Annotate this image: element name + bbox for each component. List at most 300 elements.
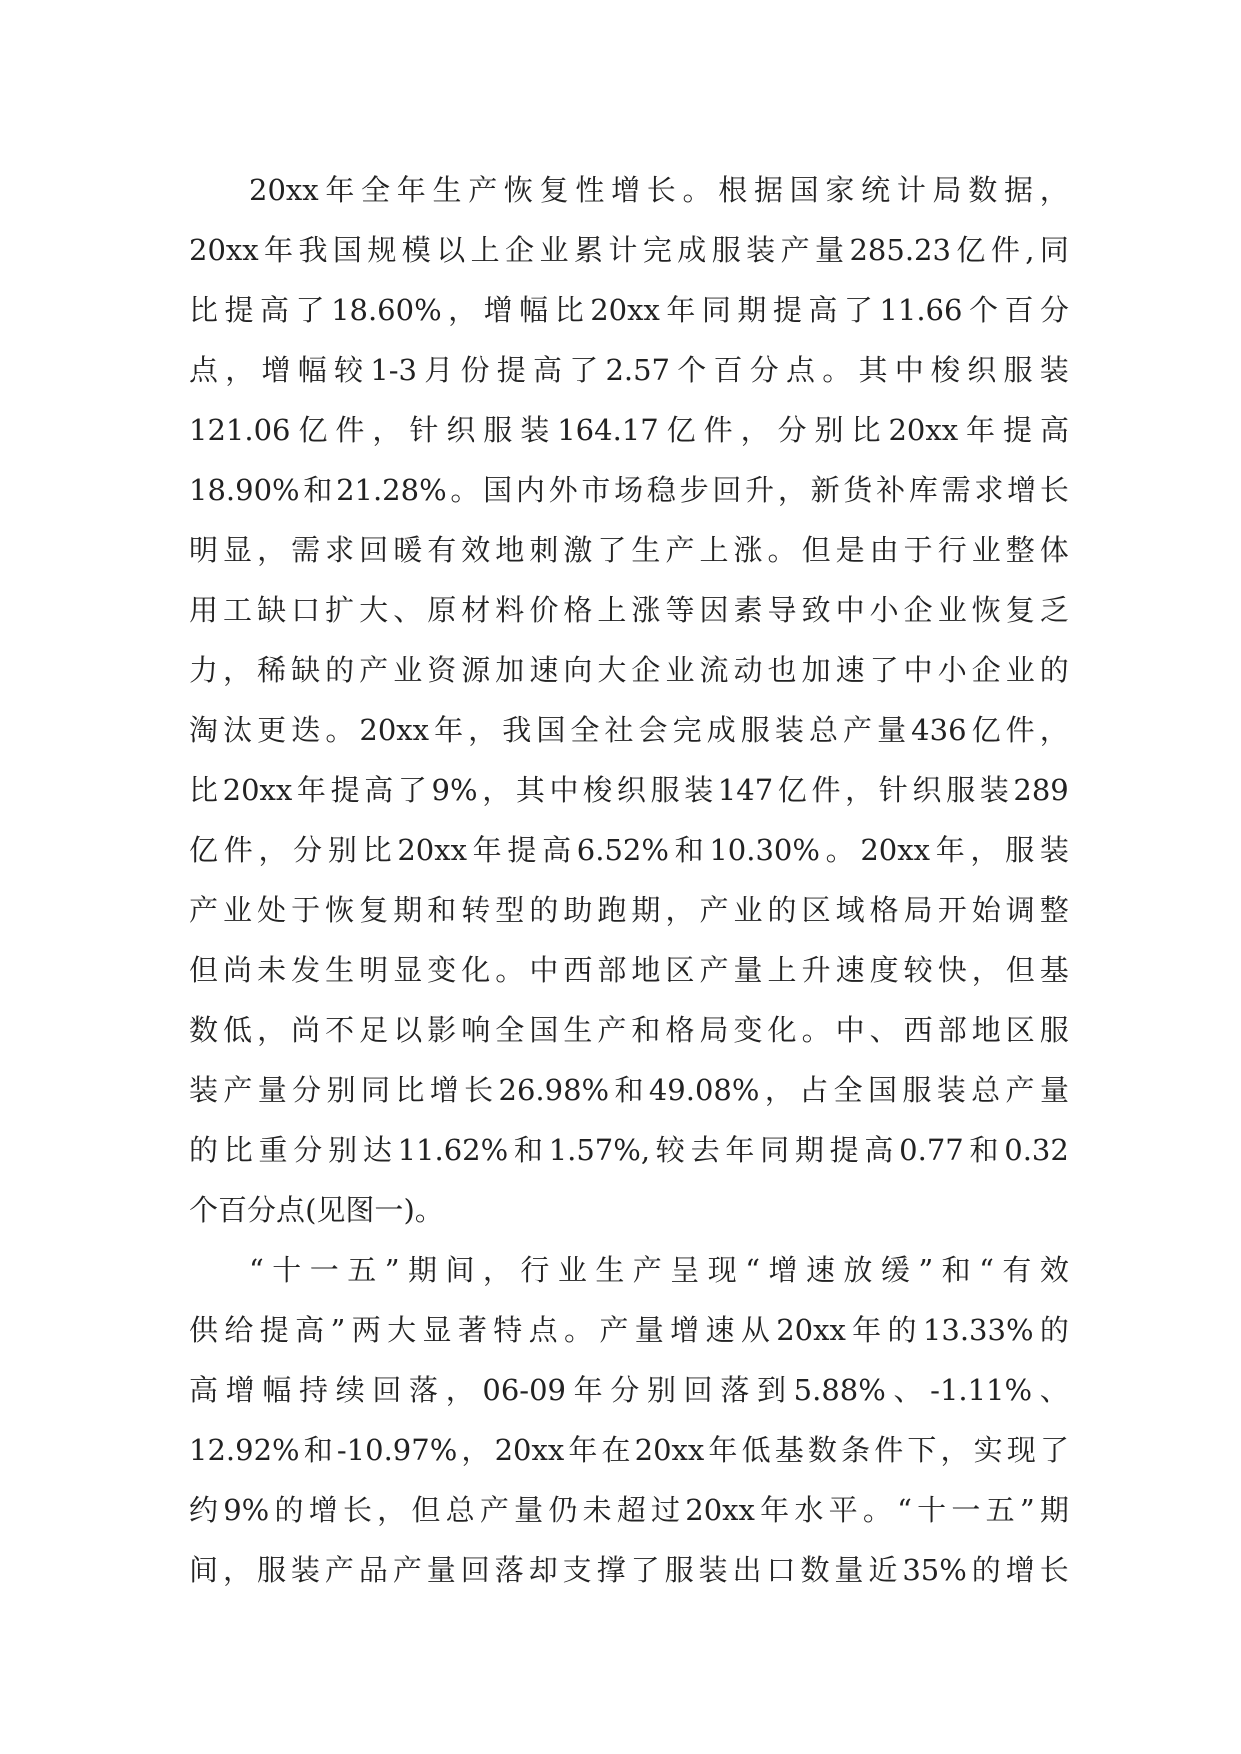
text-glyph: 显 (393, 953, 423, 987)
text-glyph: 中 (549, 773, 579, 807)
text-glyph: 一 (309, 1253, 339, 1287)
text-glyph: 增 (670, 1313, 700, 1347)
text-glyph: 较 (334, 353, 364, 387)
text-glyph: 的 (189, 1133, 219, 1167)
text-glyph: 稀 (257, 653, 287, 687)
text-glyph: 国 (536, 713, 566, 747)
text-glyph: 增 (1007, 473, 1037, 507)
text-glyph: 格 (665, 1013, 695, 1047)
text-glyph: 其 (858, 353, 888, 387)
text-glyph: 装 (979, 773, 1009, 807)
text-glyph: 求 (974, 473, 1004, 507)
text-glyph: 行 (520, 1253, 550, 1287)
text-glyph: 期 (407, 1253, 437, 1287)
text-glyph: ， (777, 473, 807, 507)
text-glyph: 开 (937, 893, 967, 927)
text-glyph: 处 (257, 893, 287, 927)
text-glyph: 回 (460, 1553, 490, 1587)
text-glyph: 增 (1005, 1553, 1035, 1587)
text-glyph: 高 (1039, 413, 1069, 447)
text-glyph: 增 (429, 1073, 459, 1107)
text-glyph: 别 (646, 1373, 676, 1407)
text-glyph: 现 (1006, 1433, 1036, 1467)
text-glyph: ， (258, 833, 288, 867)
text-glyph: 工 (223, 593, 253, 627)
text-glyph: 淘 (189, 713, 219, 747)
text-glyph: 梭 (931, 353, 961, 387)
text-glyph: 和 (427, 893, 457, 927)
text-glyph: ” (1019, 1493, 1035, 1527)
text-glyph: 、 (893, 1373, 923, 1407)
text-glyph: 落 (409, 1373, 439, 1407)
text-glyph: 速 (835, 653, 865, 687)
text-glyph: 5.88% (793, 1373, 886, 1407)
text-glyph: 落 (494, 1553, 524, 1587)
text-glyph: 需 (941, 473, 971, 507)
text-glyph: 效 (461, 533, 491, 567)
text-glyph: 企 (971, 653, 1001, 687)
text-glyph: 达 (362, 1133, 392, 1167)
text-glyph: 速 (529, 653, 559, 687)
text-glyph: 激 (563, 533, 593, 567)
body-text (189, 160, 1069, 1600)
text-glyph: 针 (878, 773, 908, 807)
text-glyph: 高 (189, 1373, 219, 1407)
text-glyph: 变 (733, 1013, 763, 1047)
text-glyph: 产 (597, 1013, 627, 1047)
text-glyph: 分 (247, 1193, 277, 1227)
text-glyph: 但 (1005, 953, 1035, 987)
text-glyph: 比 (362, 833, 392, 867)
text-line (189, 700, 1069, 760)
text-glyph: 长 (342, 1493, 372, 1527)
text-glyph: 服 (1005, 833, 1035, 867)
text-glyph: 20xx (634, 1433, 705, 1467)
text-glyph: 量 (877, 713, 907, 747)
text-glyph: 市 (581, 473, 611, 507)
text-glyph: 了 (569, 353, 599, 387)
text-glyph: ) (403, 1193, 415, 1227)
text-glyph: 始 (971, 893, 1001, 927)
text-glyph: 年 (472, 833, 502, 867)
text-glyph: 数 (968, 173, 998, 207)
text-glyph: 。 (495, 953, 525, 987)
text-glyph: 间 (445, 1253, 475, 1287)
text-glyph: 变 (427, 953, 457, 987)
text-glyph: 转 (461, 893, 491, 927)
text-glyph: 全 (361, 173, 391, 207)
text-glyph: 同 (760, 1133, 790, 1167)
text-glyph: 比 (554, 293, 584, 327)
text-glyph: 累 (573, 233, 603, 267)
text-glyph: ， (468, 713, 498, 747)
text-glyph: 不 (325, 1013, 355, 1047)
text-line (189, 1240, 1069, 1300)
text-glyph: 规 (367, 233, 397, 267)
text-glyph: 十 (917, 1493, 947, 1527)
text-glyph: 。 (862, 1493, 892, 1527)
text-line (189, 1300, 1069, 1360)
text-glyph: 体 (1039, 533, 1069, 567)
text-glyph: 了 (1039, 1433, 1069, 1467)
text-glyph: 五 (985, 1493, 1015, 1527)
text-glyph: 度 (869, 953, 899, 987)
text-glyph: 国 (789, 173, 819, 207)
text-glyph: 提 (829, 1133, 859, 1167)
text-glyph: 、 (869, 1013, 899, 1047)
text-glyph: 影 (427, 1013, 457, 1047)
text-glyph: 发 (291, 953, 321, 987)
text-glyph: ， (372, 413, 402, 447)
text-glyph: 大 (359, 593, 389, 627)
text-glyph: 中 (835, 1013, 865, 1047)
text-glyph: 价 (529, 593, 559, 627)
text-glyph: 落 (720, 1373, 750, 1407)
text-glyph: 20xx (860, 833, 930, 867)
text-glyph: 产 (780, 233, 810, 267)
text-glyph: 长 (464, 1073, 494, 1107)
text-glyph: 服 (1039, 1013, 1069, 1047)
text-glyph: 别 (814, 413, 844, 447)
text-line (189, 880, 1069, 940)
text-glyph: ( (305, 1193, 317, 1227)
text-glyph: 迭 (291, 713, 321, 747)
text-glyph: 年 (708, 1433, 738, 1467)
text-glyph: 数 (800, 1553, 830, 1587)
text-line (189, 760, 1069, 820)
text-glyph: 缓 (880, 1253, 910, 1287)
text-glyph: 图 (345, 1193, 375, 1227)
text-glyph: 上 (767, 953, 797, 987)
text-glyph: 两 (351, 1313, 381, 1347)
text-glyph: 了 (597, 533, 627, 567)
text-line (189, 340, 1069, 400)
text-glyph: 模 (401, 233, 431, 267)
text-glyph: 扩 (325, 593, 355, 627)
text-glyph: 五 (347, 1253, 377, 1287)
text-glyph: 别 (328, 1133, 358, 1167)
text-glyph: 给 (224, 1313, 254, 1347)
text-glyph: 服 (650, 773, 680, 807)
text-glyph: 但 (189, 953, 219, 987)
text-glyph: 比 (189, 293, 219, 327)
text-glyph: 20xx (222, 773, 293, 807)
text-glyph: 产 (665, 533, 695, 567)
text-glyph: 亿 (298, 413, 328, 447)
text-glyph: 。 (682, 173, 712, 207)
text-glyph: 增 (225, 1373, 255, 1407)
text-glyph: 件 (335, 413, 365, 447)
text-glyph: 调 (1005, 893, 1035, 927)
text-glyph: 产 (843, 713, 873, 747)
text-glyph: ， (257, 533, 287, 567)
text-glyph: ” (384, 1253, 400, 1287)
text-glyph: 了 (869, 653, 899, 687)
text-glyph: 期 (794, 1133, 824, 1167)
text-glyph: 业 (733, 893, 763, 927)
text-glyph: ， (482, 1253, 512, 1287)
text-glyph: 加 (495, 653, 525, 687)
text-glyph: ， (845, 773, 875, 807)
text-glyph: 10.30% (709, 833, 820, 867)
text-glyph: 服 (256, 1553, 286, 1587)
text-glyph: 0.77 (899, 1133, 964, 1167)
text-glyph: 稳 (646, 473, 676, 507)
text-glyph: 业 (539, 233, 569, 267)
text-glyph: 复 (359, 893, 389, 927)
text-glyph: 口 (291, 593, 321, 627)
text-glyph: 量 (634, 1313, 664, 1347)
text-glyph: 产 (189, 893, 219, 927)
text-glyph: 产 (1005, 1073, 1035, 1107)
text-glyph: ， (665, 893, 695, 927)
text-glyph: 幅 (297, 353, 327, 387)
text-glyph: 品 (358, 1553, 388, 1587)
text-glyph: 20xx (590, 293, 660, 327)
text-glyph: 升 (801, 953, 831, 987)
text-glyph: 年 (725, 1133, 755, 1167)
text-glyph: 服 (740, 713, 770, 747)
text-glyph: 暖 (393, 533, 423, 567)
text-glyph: 供 (189, 1313, 219, 1347)
text-glyph: 占 (799, 1073, 829, 1107)
text-glyph: 用 (189, 593, 219, 627)
text-glyph: 。 (767, 533, 797, 567)
text-glyph: 生 (563, 1013, 593, 1047)
text-glyph: 高 (542, 833, 572, 867)
text-glyph: 等 (665, 593, 695, 627)
text-glyph: 量 (257, 1073, 287, 1107)
text-glyph: 西 (563, 953, 593, 987)
text-glyph: 著 (457, 1313, 487, 1347)
text-glyph: 提 (224, 293, 254, 327)
text-glyph: 局 (903, 893, 933, 927)
text-glyph: 数 (807, 1433, 837, 1467)
text-glyph: 型 (495, 893, 525, 927)
text-glyph: 20xx (888, 413, 959, 447)
text-glyph: 恢 (325, 893, 355, 927)
text-glyph: 近 (868, 1553, 898, 1587)
text-glyph: 。 (801, 1013, 831, 1047)
text-glyph: 业 (1005, 653, 1035, 687)
text-glyph: 和 (941, 1253, 971, 1287)
text-glyph: 中 (903, 653, 933, 687)
text-glyph: 分 (610, 1373, 640, 1407)
text-glyph: 出 (732, 1553, 762, 1587)
text-glyph: 个 (677, 353, 707, 387)
text-glyph: 求 (325, 533, 355, 567)
text-glyph: 份 (460, 353, 490, 387)
text-glyph: 提 (1003, 413, 1033, 447)
text-glyph: 家 (825, 173, 855, 207)
text-glyph: 个 (968, 293, 998, 327)
text-glyph: 亿 (956, 233, 986, 267)
text-glyph: 在 (601, 1433, 631, 1467)
text-glyph: 幅 (262, 1373, 292, 1407)
text-glyph: 缺 (291, 653, 321, 687)
text-glyph: 期 (737, 293, 767, 327)
text-glyph: 增 (308, 1493, 338, 1527)
text-glyph: 其 (515, 773, 545, 807)
text-glyph: 但 (801, 533, 831, 567)
text-glyph: ， (764, 1073, 794, 1107)
text-glyph: 快 (937, 953, 967, 987)
text-glyph: 但 (411, 1493, 441, 1527)
text-glyph: 20xx (776, 1313, 846, 1347)
text-glyph: 补 (876, 473, 906, 507)
text-glyph: 百 (1004, 293, 1034, 327)
text-glyph: ， (1039, 713, 1069, 747)
text-glyph: 。 (822, 353, 852, 387)
text-line (189, 820, 1069, 880)
text-glyph: 20xx (494, 1433, 565, 1467)
text-line (189, 1000, 1069, 1060)
text-glyph: 装 (746, 233, 776, 267)
text-glyph: 低 (223, 1013, 253, 1047)
text-glyph: 服 (483, 413, 513, 447)
text-glyph: 和 (303, 473, 333, 507)
text-glyph: 根 (718, 173, 748, 207)
text-glyph: 26.98% (498, 1073, 610, 1107)
text-glyph: 仍 (548, 1493, 578, 1527)
text-glyph: 提 (259, 1313, 289, 1347)
text-glyph: 11.66 (879, 293, 963, 327)
text-glyph: 49.08% (648, 1073, 760, 1107)
text-glyph: 点 (786, 353, 816, 387)
text-line (189, 1420, 1069, 1480)
text-glyph: 分 (777, 413, 807, 447)
text-glyph: 件 (1005, 713, 1035, 747)
text-glyph: 以 (393, 1013, 423, 1047)
text-line (189, 220, 1069, 280)
text-glyph: 点 (189, 353, 219, 387)
text-glyph: 高 (260, 293, 290, 327)
text-line (189, 1540, 1069, 1600)
text-glyph: 也 (767, 653, 797, 687)
text-glyph: 提 (330, 773, 360, 807)
text-glyph: 复 (539, 173, 569, 207)
text-glyph: 地 (495, 533, 525, 567)
text-line (189, 160, 1069, 220)
text-glyph: ， (740, 413, 770, 447)
text-glyph: 业 (665, 653, 695, 687)
text-glyph: 年 (296, 773, 326, 807)
text-glyph: 区 (801, 893, 831, 927)
text-glyph: 间 (189, 1553, 219, 1587)
text-glyph: 年 (568, 1433, 598, 1467)
text-glyph: 恢 (971, 593, 1001, 627)
text-glyph: 装 (1039, 833, 1069, 867)
text-glyph: 了 (843, 293, 873, 327)
text-glyph: 的 (529, 893, 559, 927)
text-glyph: 了 (295, 293, 325, 327)
text-glyph: 装 (698, 1553, 728, 1587)
text-glyph: 和 (614, 1073, 644, 1107)
text-glyph: 年 (966, 413, 996, 447)
text-glyph: 续 (335, 1373, 365, 1407)
text-glyph: 20xx (685, 1493, 755, 1527)
text-glyph: 涨 (733, 533, 763, 567)
text-glyph: 大 (387, 1313, 417, 1347)
text-glyph: 国 (529, 1013, 559, 1047)
text-glyph: 针 (409, 413, 439, 447)
text-glyph: 织 (967, 353, 997, 387)
text-glyph: 全 (833, 1073, 863, 1107)
text-glyph: 支 (562, 1553, 592, 1587)
text-glyph: 助 (563, 893, 593, 927)
text-glyph: 11.62% (397, 1133, 509, 1167)
text-glyph: 装 (290, 1553, 320, 1587)
text-glyph: 社 (604, 713, 634, 747)
text-glyph: 显 (223, 533, 253, 567)
text-glyph: 力 (189, 653, 219, 687)
text-glyph: 装 (936, 1073, 966, 1107)
text-glyph: 于 (903, 533, 933, 567)
text-glyph: 总 (971, 1073, 1001, 1107)
text-glyph: 升 (745, 473, 775, 507)
text-glyph: 缺 (257, 593, 287, 627)
text-glyph: 会 (638, 713, 668, 747)
text-glyph: 点 (528, 1313, 558, 1347)
text-glyph: 和 (303, 1433, 333, 1467)
text-glyph: ， (377, 1493, 407, 1527)
text-glyph: 是 (835, 533, 865, 567)
text-glyph: 部 (937, 1013, 967, 1047)
text-glyph: 同 (701, 293, 731, 327)
text-line (189, 400, 1069, 460)
text-glyph: 刺 (529, 533, 559, 567)
text-glyph: 一 (951, 1493, 981, 1527)
text-glyph: 明 (189, 533, 219, 567)
text-glyph: 国 (867, 1073, 897, 1107)
text-glyph: 装 (1039, 353, 1069, 387)
text-glyph: 内 (515, 473, 545, 507)
text-glyph: ， (445, 1373, 475, 1407)
text-glyph: ， (225, 353, 255, 387)
text-glyph: 尚 (223, 953, 253, 987)
text-glyph: 2.57 (605, 353, 671, 387)
text-glyph: 格 (869, 893, 899, 927)
text-glyph: 西 (903, 1013, 933, 1047)
text-glyph: 货 (843, 473, 873, 507)
text-glyph: 格 (563, 593, 593, 627)
text-glyph: 性 (575, 173, 605, 207)
text-glyph: 基 (774, 1433, 804, 1467)
text-glyph: 百 (218, 1193, 248, 1227)
text-line (189, 1360, 1069, 1420)
text-glyph: 显 (422, 1313, 452, 1347)
text-glyph: 20xx (249, 173, 319, 207)
text-glyph: 料 (495, 593, 525, 627)
text-glyph: 18.90% (189, 473, 300, 507)
text-glyph: 加 (801, 653, 831, 687)
text-glyph: 产 (392, 1553, 422, 1587)
text-glyph: 向 (563, 653, 593, 687)
text-glyph: 件 (811, 773, 841, 807)
text-glyph: 织 (912, 773, 942, 807)
text-glyph: 9% (223, 1493, 270, 1527)
text-glyph: 提 (507, 833, 537, 867)
text-glyph: 资 (427, 653, 457, 687)
text-glyph: 长 (1039, 473, 1069, 507)
text-glyph: 亿 (971, 713, 1001, 747)
text-line (189, 1180, 1069, 1240)
text-glyph: 产 (359, 653, 389, 687)
text-glyph: 超 (616, 1493, 646, 1527)
text-glyph: ， (461, 1433, 491, 1467)
text-glyph: 国 (332, 233, 362, 267)
text-glyph: 企 (631, 653, 661, 687)
